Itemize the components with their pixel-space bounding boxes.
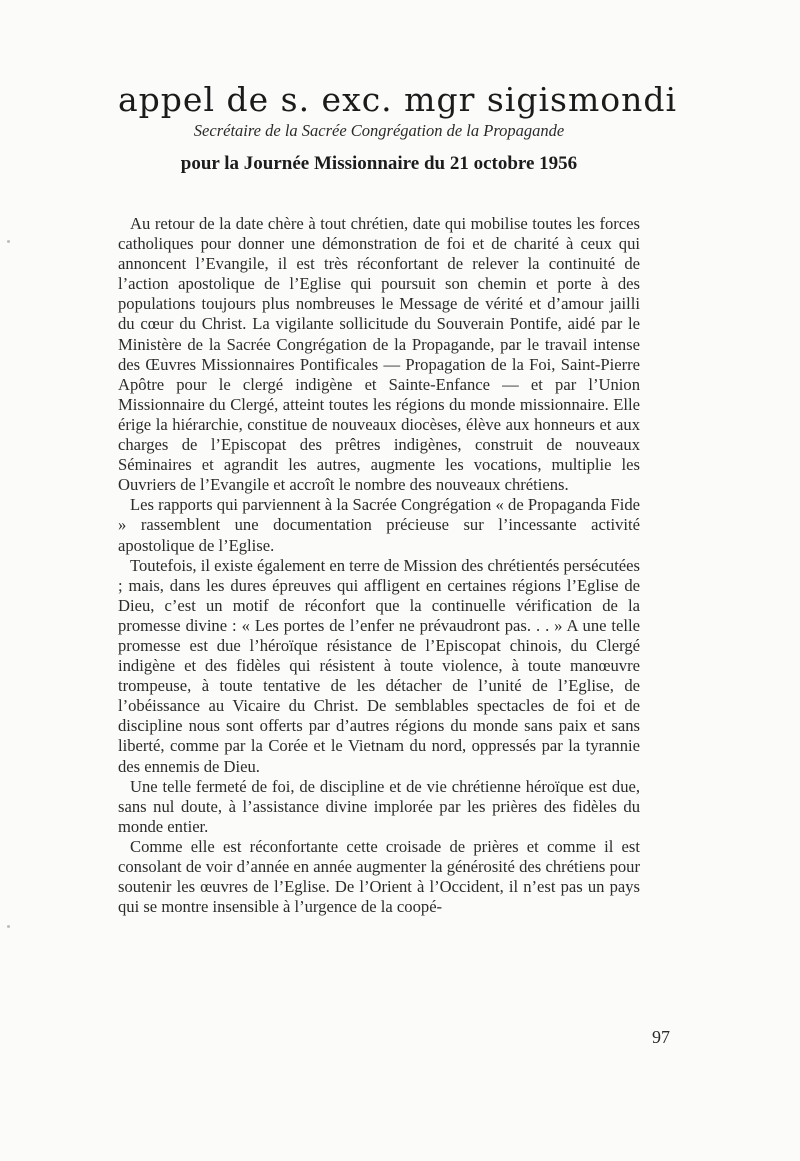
document-title: appel de s. exc. mgr sigismondi	[118, 80, 678, 119]
margin-speck-top	[7, 240, 10, 243]
document-heading: pour la Journée Missionnaire du 21 octobre 1956	[180, 153, 578, 174]
document-body	[118, 214, 640, 917]
paragraph-1: Au retour de la date chère à tout chrétien, date qui mobilise toutes les forces catholiques pour donner une démonstration de foi et de charité à ceux qui annoncent l’Evangile, il est très réconfortant de relever la continuité de l’action apostolique de l’Eglise qui poursuit son chemin et porte à des populations toujours plus nombreuses le Message de vérité et d’amour jailli du cœur du Christ. La vigilante sollicitude du Souverain Pontife, aidé par le Ministère de la Sacrée Congrégation de la Propagande, par le travail intense des Œuvres Missionnaires Pontificales — Propagation de la Foi, Saint-Pierre Apôtre pour le clergé indigène et Sainte-Enfance — et par l’Union Missionnaire du Clergé, atteint toutes les régions du monde missionnaire. Elle érige la hiérarchie, constitue de nouveaux diocèses, élève aux honneurs et aux charges de l’Episcopat des prêtres indigènes, construit de nouveaux Séminaires et agrandit les autres, augmente les vocations, multiplie les Ouvriers de l’Evangile et accroît le nombre des nouveaux chrétiens.	[118, 214, 640, 495]
paragraph-2: Les rapports qui parviennent à la Sacrée Congrégation « de Propaganda Fide » rassemblent une documentation précieuse sur l’incessante activité apostolique de l’Eglise.	[118, 495, 640, 555]
document-subtitle: Secrétaire de la Sacrée Congrégation de la Propagande	[193, 121, 565, 140]
page-number: 97	[652, 1027, 670, 1047]
paragraph-5: Comme elle est réconfortante cette croisade de prières et comme il est consolant de voir d’année en année augmenter la générosité des chrétiens pour soutenir les œuvres de l’Eglise. De l’Orient à l’Occident, il n’est pas un pays qui se montre insensible à l’urgence de la coopé-	[118, 836, 640, 917]
paragraph-4: Une telle fermeté de foi, de discipline et de vie chrétienne héroïque est due, sans nul doute, à l’assistance divine implorée par les prières des fidèles du monde entier.	[118, 776, 640, 836]
paragraph-3: Toutefois, il existe également en terre de Mission des chrétientés persécutées ; mais, dans les dures épreuves qui affligent en certaines régions l’Eglise de Dieu, c’est un motif de réconfort que la continuelle vérification de la promesse divine : « Les portes de l’enfer ne prévaudront pas. . . » A une telle promesse est due l’héroïque résistance de l’Episcopat chinois, du Clergé indigène et des fidèles qui résistent à toute violence, à toute manœuvre trompeuse, à toute tentative de les détacher de l’unité de l’Eglise, de l’obéissance au Vicaire du Christ. De semblables spectacles de foi et de discipline nous sont offerts par d’autres régions du monde sans paix et sans liberté, comme par la Corée et le Vietnam du nord, oppressés par la tyrannie des ennemis de Dieu.	[118, 555, 640, 776]
margin-speck-bottom	[7, 925, 10, 928]
